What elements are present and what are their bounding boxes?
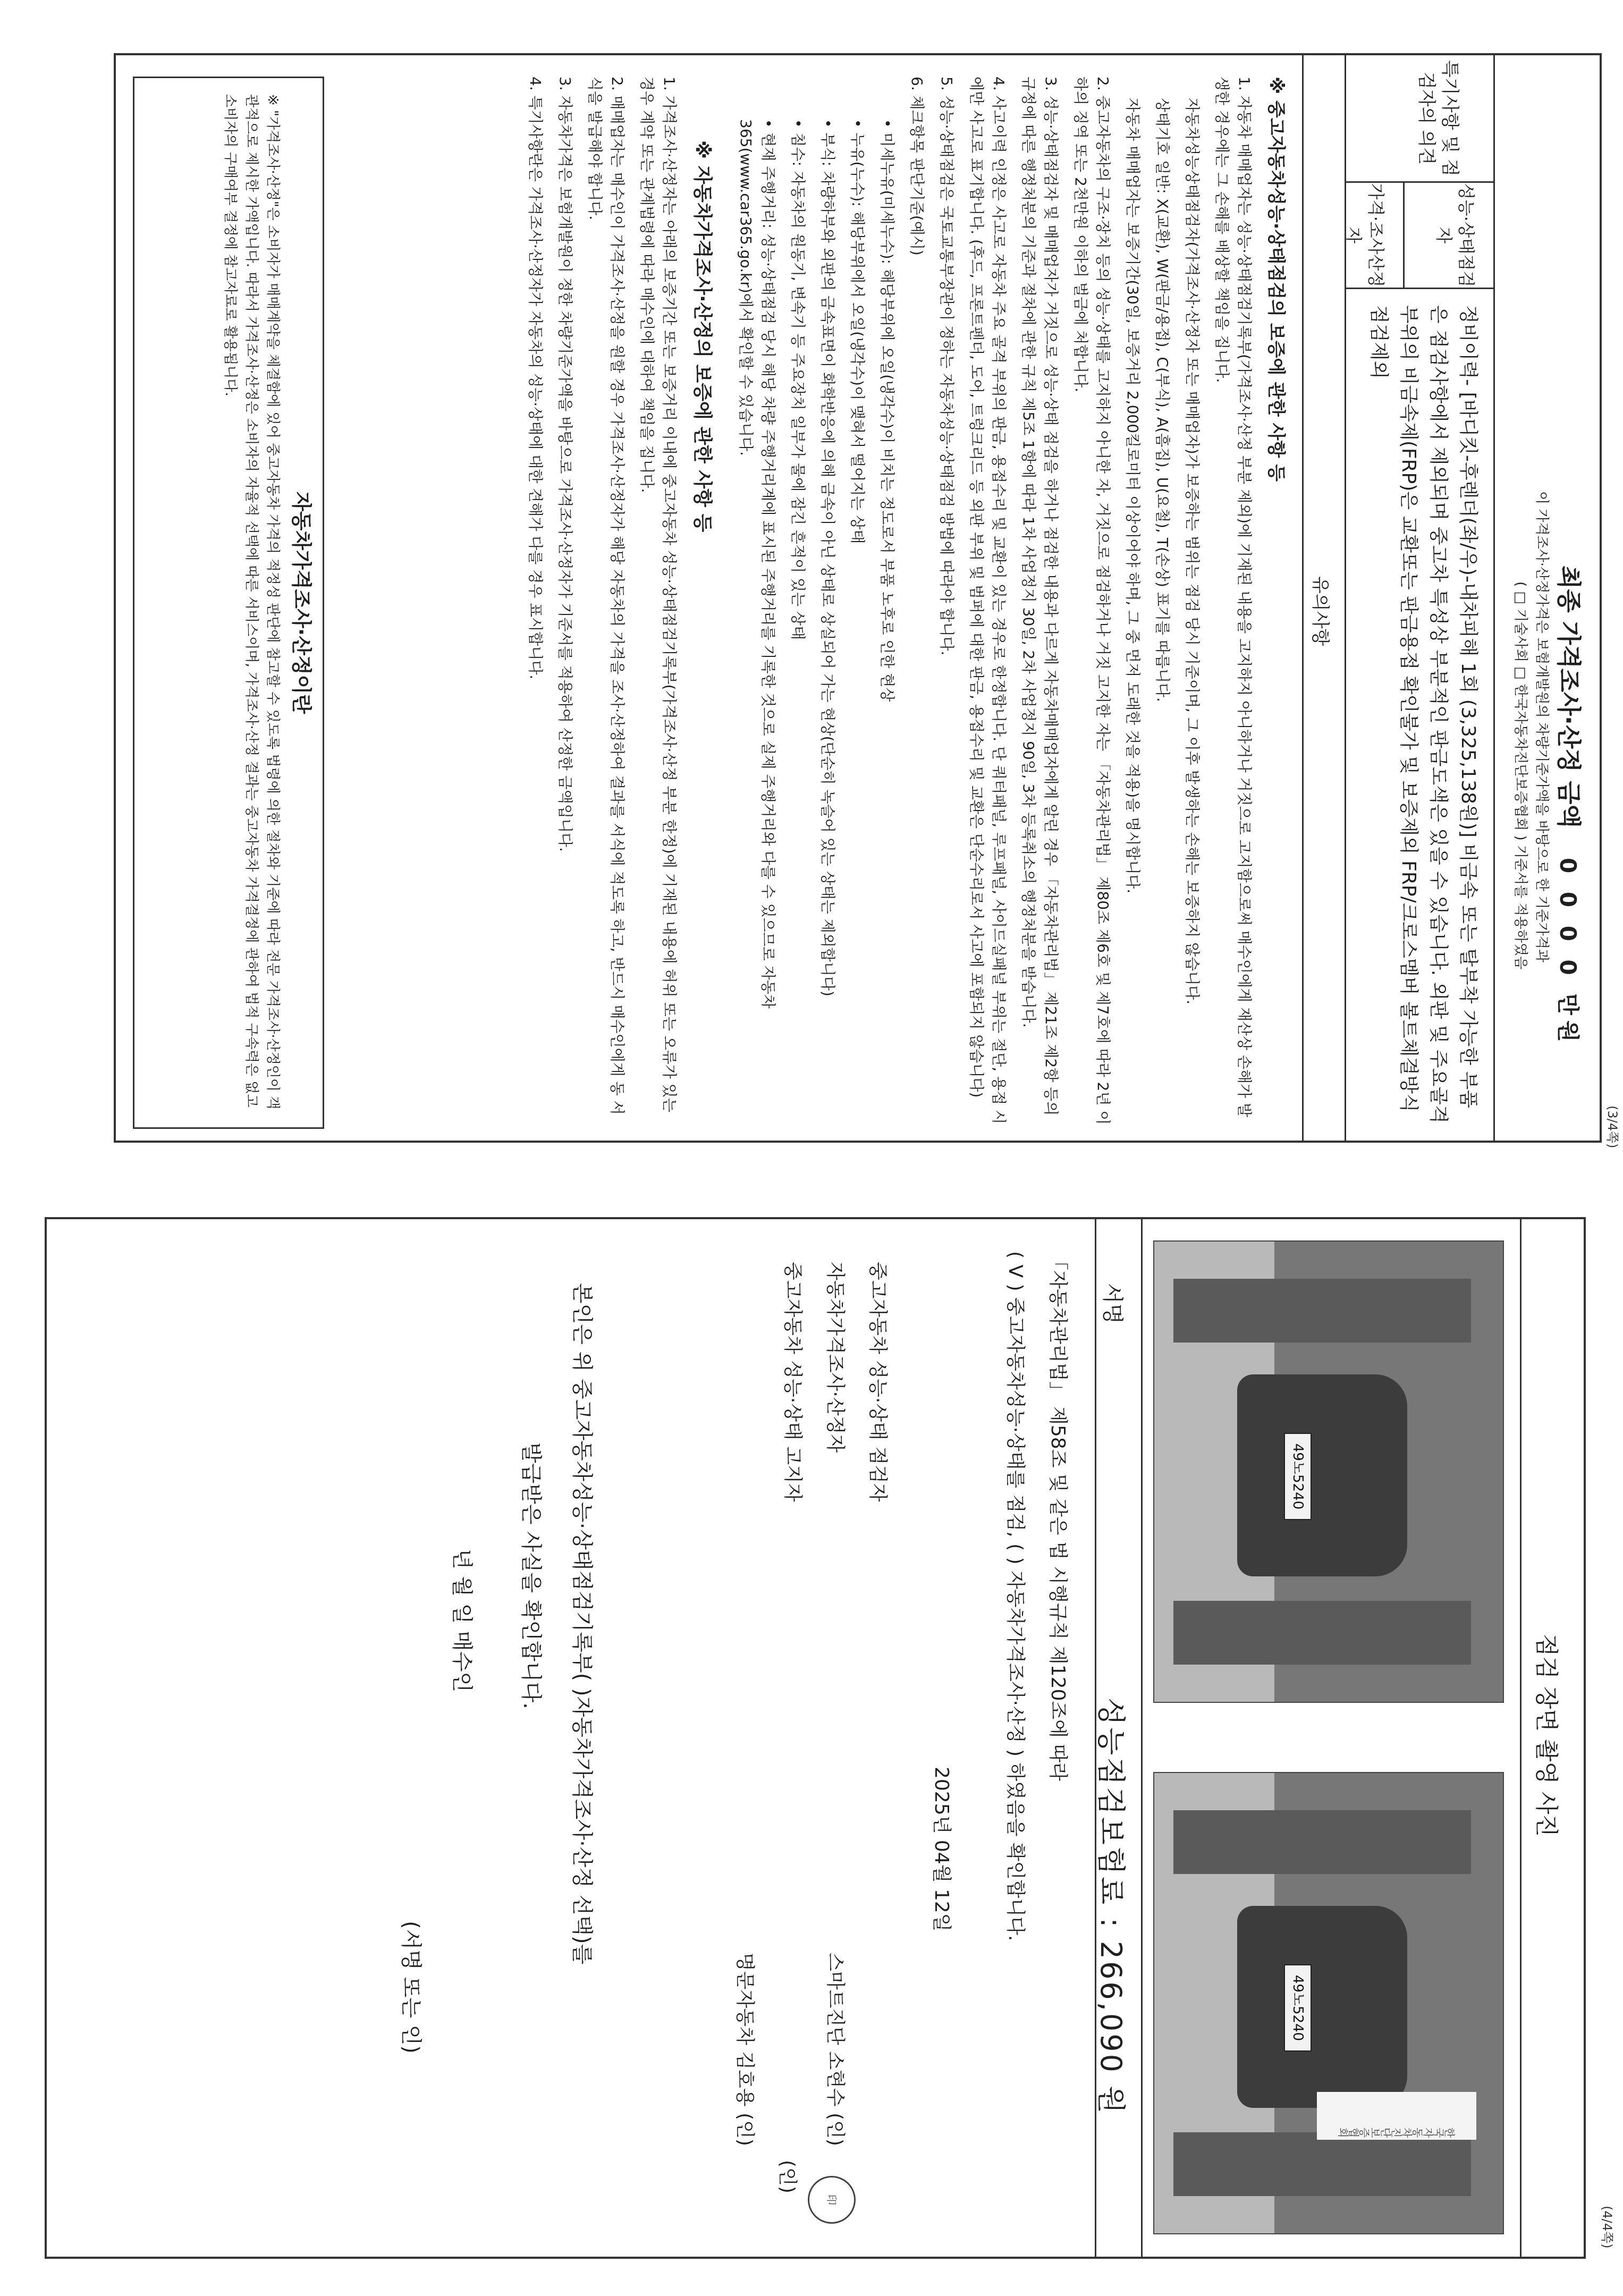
association-sign: 한국자동차진단보증협회: [1317, 2092, 1476, 2140]
signature-header: [1095, 1219, 1143, 2257]
notice2-heading: ※ 자동차가격조사·산정의 보증에 관한 사항 등: [691, 140, 713, 533]
signature-label: 서명: [1100, 1283, 1125, 1324]
car-body: [1237, 1374, 1407, 1576]
notice2-item: 3. 자동차가격은 보험개발원이 정한 차량기준가액을 바탕으로 가격조사·산정자가 기준서를 적용하여 산정한 금액입니다.: [556, 77, 574, 852]
notifier-label: 중고자동차 성능·상태 고지자: [782, 1262, 804, 1502]
notice2-item: 1. 가격조사·산정자는 아래의 보증기간 또는 보증거리 이내에 중고자동차 성능·상태점검기록부(가격조사·산정 부분 한정)에 기재된 내용에 허위 또는 오류가 있는 경우 계약 또는 관계법령에 따라 매수인에 대하여 책임을 집니다.: [638, 77, 678, 1112]
notice-item: 4. 사고이력 인정은 사고로 자동차 주요 골격 부위의 판금, 용접수리 및 교환이 있는 경우로 한정합니다. 단 쿼터패널, 루프패널, 사이드실패널 부위는 절단, 용접 시에만 사고로 표기합니다. (후드, 프론트펜더, 도어, 트렁크리드 등 외판 부위 및 범퍼에 대한 판금, 용접수리 및 교환은 단순수리로서 사고에 포함되지 않습니다): [968, 77, 1008, 1125]
notice-heading: ※ 중고자동차성능·상태점검의 보증에 관한 사항 등: [1265, 77, 1287, 482]
lift-post-left: [1173, 1810, 1471, 1874]
confirm-line: 본인은 위 중고자동차성능·상태점검기록부( )자동차가격조사·산정 선택)를: [570, 1283, 594, 1965]
price-note-2: ( □ 기술사회 □ 한국자동차진단보증협회 ) 기준서를 적용하였음: [1512, 581, 1528, 970]
notice-item: • 누유(누수): 해당부위에서 오일(냉각수)이 맺혀서 떨어지는 상태: [849, 119, 866, 544]
seal-stamp: 印: [808, 2176, 856, 2224]
page-4: [34, 1196, 1623, 2280]
notice-item: 자동차성능상태점검자(가격조사·산정자 또는 매매업자)가 보증하는 범위는 점검 당시 기준이며, 그 이후 발생하는 손해는 보증하지 않습니다.: [1184, 98, 1201, 1004]
final-price-row: [1493, 55, 1600, 1141]
appraiser-sub-label: 가격·조사산정자: [1345, 183, 1403, 289]
declaration: [988, 1251, 1073, 2234]
special-notes-label: 특기사항 및 점검자의 의견: [1346, 55, 1493, 183]
notice-item: 3. 성능·상태점검자 및 매매업자가 거짓으로 성능·상태 점검을 하거나 점검한 내용과 다르게 자동차매매업자에게 알린 경우 「자동차관리법」 제21조 제2항 등의 규정에 따른 행정처분의 기준과 절차에 관한 규칙 제5조 1항에 따라 1차 사업정지 30일, 2차 사업정지 90일, 3차 등록취소의 행정처분을 받습니다.: [1020, 77, 1060, 1116]
notice-item: • 침수: 자동차의 원동기, 변속기 등 주요장치 일부가 물에 잠긴 흔적이 있는 상태: [789, 119, 807, 640]
final-price-label: 최종 가격조사·산정 금액: [1554, 565, 1583, 828]
final-price-amount: 0 0 0 0 만원: [1555, 857, 1581, 1048]
confirm-line: 발급받은 사실을 확인합니다.: [519, 1442, 543, 1709]
definition-title: 자동차가격조사·산정이란: [290, 491, 313, 714]
inspector-name: 스마트진단 소현수 (인): [824, 1953, 846, 2146]
inspection-photo-front: [1153, 1240, 1504, 1703]
confirm-date: 년 월 일 매수인: [450, 1549, 474, 1692]
inspection-date: 2025년 04월 12일: [931, 1767, 952, 1932]
notice-item: 5. 성능·상태점검은 국토교통부장관이 정하는 자동차성능·상태점검 방법에 따라야 합니다.: [938, 77, 956, 656]
buyer-confirmation: [378, 1283, 601, 2213]
definition-box: [133, 77, 324, 1129]
inspector-label: 중고자동차 성능·상태 점검자: [867, 1262, 889, 1502]
price-note: 이 가격조사·산정가격은 보험개발원의 차량기준가액을 바탕으로 한 기준가격과: [1534, 491, 1550, 963]
lift-post-right: [1173, 1601, 1471, 1665]
declaration-line: 「자동차관리법」 제58조 및 같은 법 시행규칙 제120조에 따라: [1047, 1251, 1069, 1781]
notice-item: 자동차 매매업자는 보증기간(30일, 보증거리 2,000킬로미터 이상이어야 하며, 그 중 먼저 도래한 것을 적용)을 명시합니다.: [1124, 98, 1142, 894]
lift-post-left: [1173, 1279, 1471, 1343]
notice-item: • 미세누유(미세누수): 해당부위에 오일(냉각수)이 비치는 정도로서 부품 노후로 인한 현상: [878, 119, 896, 702]
confirm-sign: (서명 또는 인): [399, 1921, 423, 2054]
page-number: (3/4쪽): [1605, 1105, 1620, 1149]
notice2-item: 4. 특기사항란은 가격조사·산정자가 자동차의 성능·상태에 대한 견해가 다를 경우 표시합니다.: [527, 77, 544, 680]
notice2-item: 2. 매매업자는 매수인이 가격조사·산정을 원할 경우 가격조사·산정자가 해당 자동차의 가격을 조사·산정하여 결과를 서식에 적도록 하고, 반드시 매수인에게 동 서식을 발급해야 합니다.: [586, 77, 626, 1115]
inspector-sub-label: 성능·상태점검자: [1403, 183, 1493, 289]
notice-header-label: 유의사항: [1309, 576, 1331, 646]
notifier-name: 명문자동차 김호용 (인): [734, 1953, 756, 2146]
license-plate: 49노5240: [1284, 1433, 1312, 1520]
notice-header: [1302, 55, 1345, 1141]
appraiser-label: 자동차가격조사·산정자: [824, 1262, 846, 1453]
form-frame: [45, 1217, 1586, 2259]
car-body: [1237, 1906, 1407, 2108]
appraiser-sign: (인): [776, 2160, 798, 2193]
notice-item: 2. 중고자동차의 구조·장치 등의 성능·상태를 고지하지 아니한 자, 거짓으로 점검하거나 거짓 고지한 자는 「자동차관리법」 제80조 제6호 및 제7호에 따라 2년 이하의 징역 또는 2천만원 이하의 벌금에 처합니다.: [1072, 77, 1112, 1125]
lift-post-right: [1173, 2132, 1471, 2196]
declaration-line: ( V ) 중고자동차성능·상태를 점검, ( ) 자동차가격조사·산정 ) 하였음을 확인합니다.: [1004, 1251, 1026, 1942]
final-price-title: [1553, 565, 1588, 1047]
special-notes-text: 정비이력- [바디킷-후렌더(좌/우)-내차피해 1회 (3,325,138원)] 비금속 또는 탈부착 가능한 부품은 점검사항에서 제외되며 중고차 특성상 부분적인 판금도색은 있을 수 있습니다. 외판 및 주요골격부위의 비금속제(FRP)은 교환또는 판금용접 확인불가 및 보증제외 FRP/크로스멤버 볼트체결방식 점검제외: [1368, 305, 1479, 1124]
notice-item: • 부식: 차량하부와 외판의 금속표면이 화학반응에 의해 금속이 아닌 상태로 상실되어 가는 현상(단순히 녹슬어 있는 상태는 제외합니다): [819, 119, 836, 997]
photo-header-label: 점검 장면 촬영 사진: [1533, 1634, 1560, 1837]
special-notes-row: [1345, 55, 1493, 1141]
notice-item: 1. 자동차 매매업자는 성능·상태점검기록부(가격조사·산정 부분 제외)에 기재된 내용을 고지하지 아니하거나 거짓으로 고지함으로써 매수인에게 재산상 손해가 발생한 경우에는 그 손해를 배상할 책임을 집니다.: [1213, 77, 1253, 1117]
insurance-fee: 성능점검보험료 : 266,090 원: [1094, 1698, 1128, 2116]
page-3: [103, 32, 1623, 1169]
notice-item: 상태기호 일반: X(교환), W(판금/용접), C(부식), A(흠집), U(요철), T(손상) 표기를 따릅니다.: [1154, 98, 1171, 702]
notice-item: • 현재 주행거리: 성능·상태점검 당시 해당 차량 주행거리계에 표시된 주행거리를 기록한 것으로 실제 주행거리와 다를 수 있으므로 자동차365(www.car365.go.kr)에서 확인할 수 있습니다.: [737, 119, 777, 1009]
photo-header: [1520, 1219, 1584, 2257]
inspection-photo-lift: [1153, 1772, 1504, 2234]
page-number: (4/4쪽): [1600, 2206, 1614, 2249]
form-frame: [114, 53, 1602, 1143]
license-plate: 49노5240: [1284, 1964, 1312, 2052]
notice-item: 6. 체크항목 판단기준(예시): [908, 77, 926, 256]
definition-text: ※ "가격조사·산정"은 소비자가 매매계약을 체결함에 있어 중고자동차 가격의 적정성 판단에 참고할 수 있도록 법령에 의한 절차와 기준에 따라 전문 가격조사·산정인이 객관적으로 제시한 가액입니다. 따라서 가격조사·산정은 소비자의 자율적 선택에 따른 서비스이며, 가격조사·산정 결과는 중고자동차 가격결정에 관하여 법적 구속력은 없고 소비자의 구매여부 결정에 참고자료로 활용됩니다.: [222, 94, 281, 1110]
notice-body: [517, 77, 1291, 1129]
